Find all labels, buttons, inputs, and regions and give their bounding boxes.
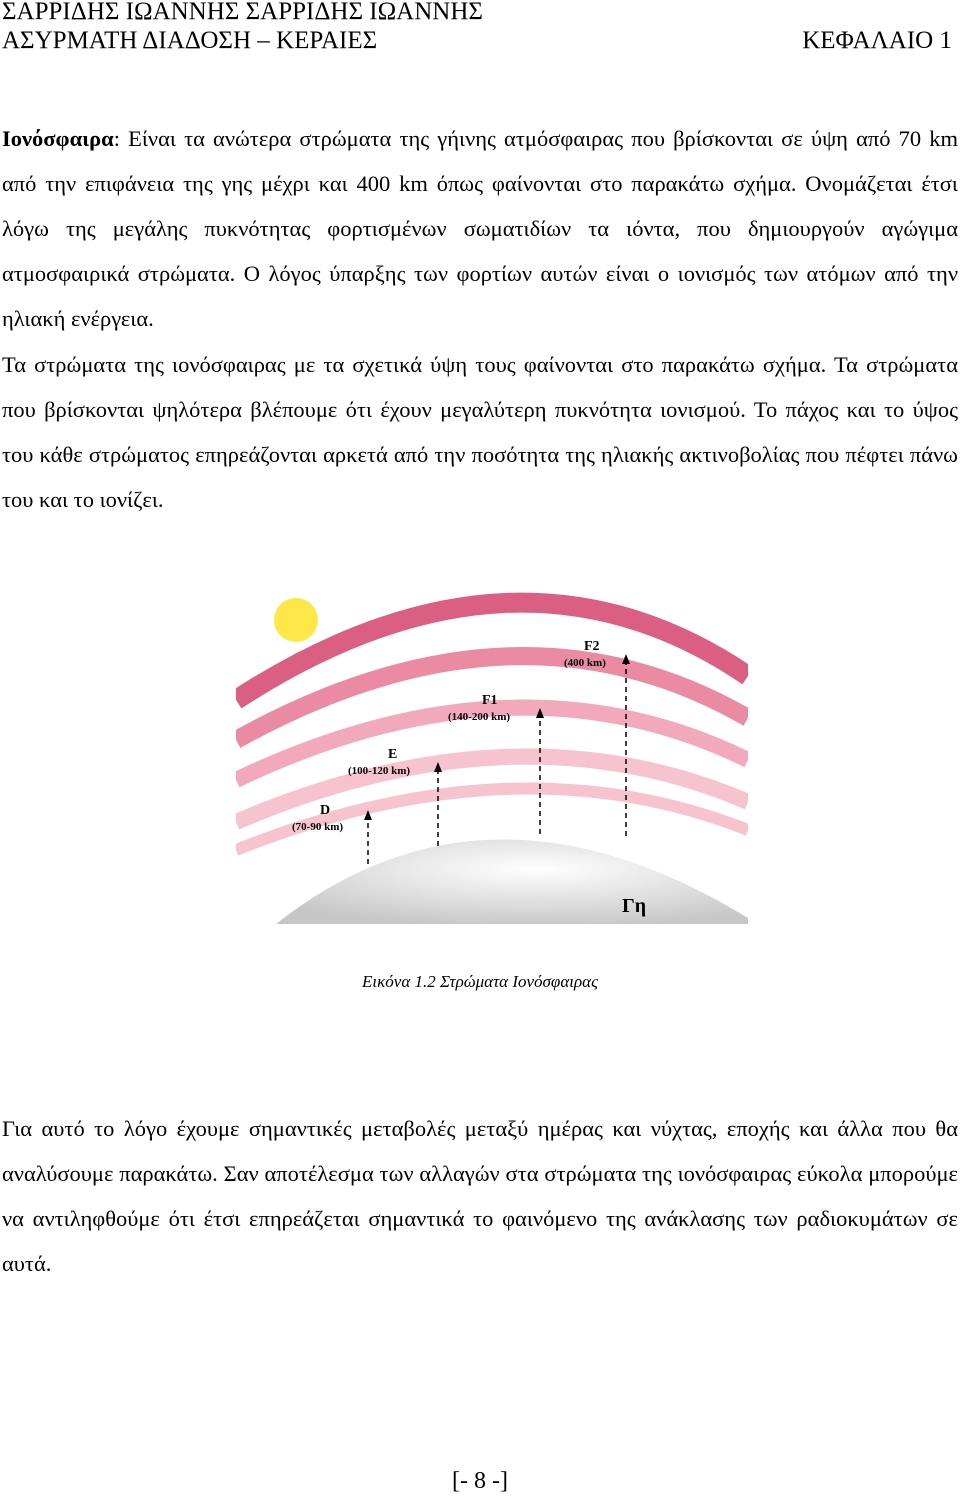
layer-e-name: E — [388, 747, 398, 762]
paragraph-1-text: : Είναι τα ανώτερα στρώματα της γήινης ατμόσφαιρας που βρίσκονται σε ύψη από 70 km από την επιφάνεια της γης μέχρι και 400 km όπως φαίνονται στο παρακάτω σχήμα. Ονομάζεται έτσι λόγω της μεγάλης πυκνότητας φορτισμένων σωματιδίων τα ιόντα, που δημιουργούν αγώγιμα ατμοσφαιρικά στρώματα. Ο λόγος ύπαρξης των φορτίων αυτών είναι ο ιονισμός των ατόμων από την ηλιακή ενέργεια. — [2, 126, 958, 331]
header-chapter: ΚΕΦΑΛΑΙΟ 1 — [802, 27, 952, 54]
header-authors: ΣΑΡΡΙΔΗΣ ΙΩΑΝΝΗΣ ΣΑΡΡΙΔΗΣ ΙΩΑΝΝΗΣ — [2, 0, 483, 25]
paragraph-layers: Τα στρώματα της ιονόσφαιρας με τα σχετικά ύψη τους φαίνονται στο παρακάτω σχήμα. Τα στρώματα που βρίσκονται ψηλότερα βλέπουμε ότι έχουν μεγαλύτερη πυκνότητα ιονισμού. Το πάχος και το ύψος του κάθε στρώματος επηρεάζονται αρκετά από την ποσότητα της ηλιακής ακτινοβολίας που πέφτει πάνω του και το ιονίζει. — [2, 352, 958, 512]
layer-f1-name: F1 — [482, 693, 498, 708]
paragraph-ionosphere-definition — [2, 116, 958, 341]
paragraph-variations: Για αυτό το λόγο έχουμε σημαντικές μεταβολές μεταξύ ημέρας και νύχτας, εποχής και άλλα που θα αναλύσουμε παρακάτω. Σαν αποτέλεσμα των αλλαγών στα στρώματα της ιονόσφαιρας εύκολα μπορούμε να αντιληφθούμε ότι έτσι επηρεάζεται σημαντικά το φαινόμενο της ανάκλασης των ραδιοκυμάτων σε αυτά. — [2, 1116, 958, 1276]
sun-icon — [274, 598, 318, 642]
page-number: [- 8 -] — [452, 1468, 508, 1494]
figure-caption: Εικόνα 1.2 Στρώματα Ιονόσφαιρας — [362, 972, 598, 991]
layer-f2-name: F2 — [584, 639, 600, 654]
header-title: ΑΣΥΡΜΑΤΗ ΔΙΑΔΟΣΗ – ΚΕΡΑΙΕΣ — [2, 27, 378, 54]
layer-e-range: (100-120 km) — [348, 765, 411, 777]
layer-f2-range: (400 km) — [564, 657, 606, 669]
ionosphere-figure — [236, 588, 748, 924]
earth-label: Γη — [622, 895, 647, 917]
layer-d-name: D — [320, 803, 331, 818]
earth-shape — [276, 839, 748, 924]
layer-f1-range: (140-200 km) — [448, 711, 511, 723]
layer-d-range: (70-90 km) — [292, 821, 344, 833]
term-ionosphere: Ιονόσφαιρα — [2, 126, 114, 151]
